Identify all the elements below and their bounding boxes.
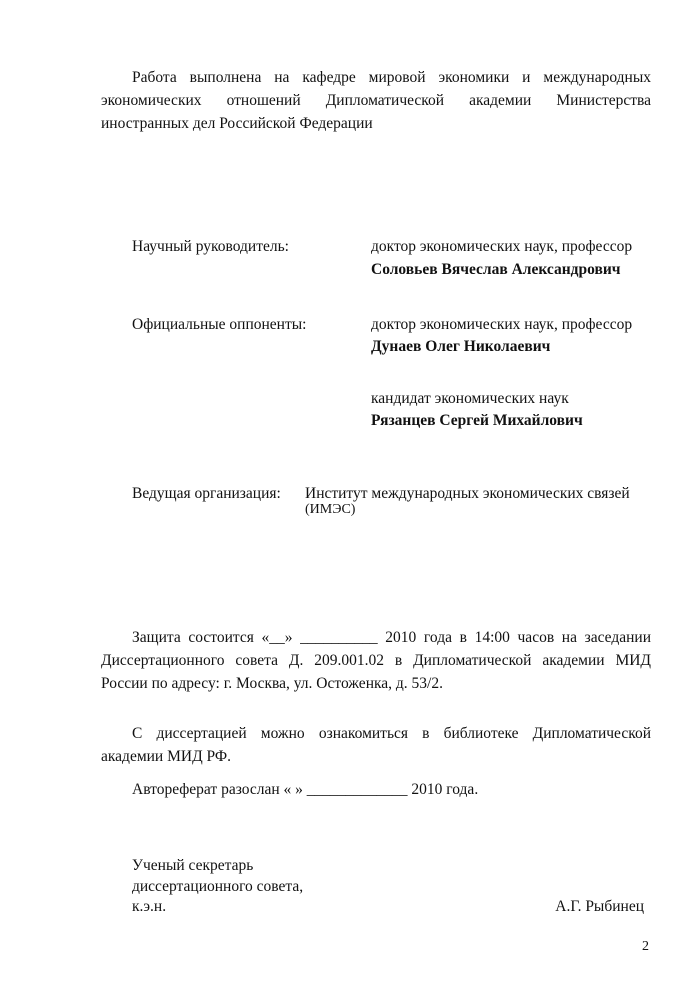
opponent1-degree: доктор экономических наук, профессор [371, 316, 633, 333]
opponent1-name: Дунаев Олег Николаевич [371, 338, 551, 355]
secretary-title: Ученый секретарь [132, 857, 254, 874]
secretary-name: А.Г. Рыбинец [555, 898, 644, 915]
opponents-label: Официальные оппоненты: [132, 316, 307, 333]
defense-paragraph: Защита состоится «__» __________ 2010 года в 14:00 часов на заседании Диссертационного совета Д. 209.001.02 в Дипломатической академии МИД России по адресу: г. Москва, ул. Остоженка, д. 53/2. [101, 629, 651, 692]
supervisor-label: Научный руководитель: [132, 238, 289, 255]
opponent2-degree: кандидат экономических наук [371, 390, 569, 407]
leading-org-name: Институт международных экономических связей [305, 485, 630, 502]
intro-paragraph: Работа выполнена на кафедре мировой экономики и международных экономических отношений Дипломатической академии Министерства иностранных дел Российской Федерации [101, 69, 651, 132]
secretary-council: диссертационного совета, [132, 878, 304, 895]
leading-org-abbr: (ИМЭС) [305, 502, 356, 517]
supervisor-name: Соловьев Вячеслав Александрович [371, 261, 621, 278]
mailing-line: Автореферат разослан « » _____________ 2010 года. [132, 781, 479, 798]
opponent2-name: Рязанцев Сергей Михайлович [371, 412, 583, 429]
secretary-degree: к.э.н. [132, 898, 167, 915]
leading-org-label: Ведущая организация: [132, 485, 281, 502]
library-paragraph: С диссертацией можно ознакомиться в библиотеке Дипломатической академии МИД РФ. [101, 725, 651, 765]
supervisor-degree: доктор экономических наук, профессор [371, 238, 633, 255]
page-number: 2 [642, 939, 649, 954]
